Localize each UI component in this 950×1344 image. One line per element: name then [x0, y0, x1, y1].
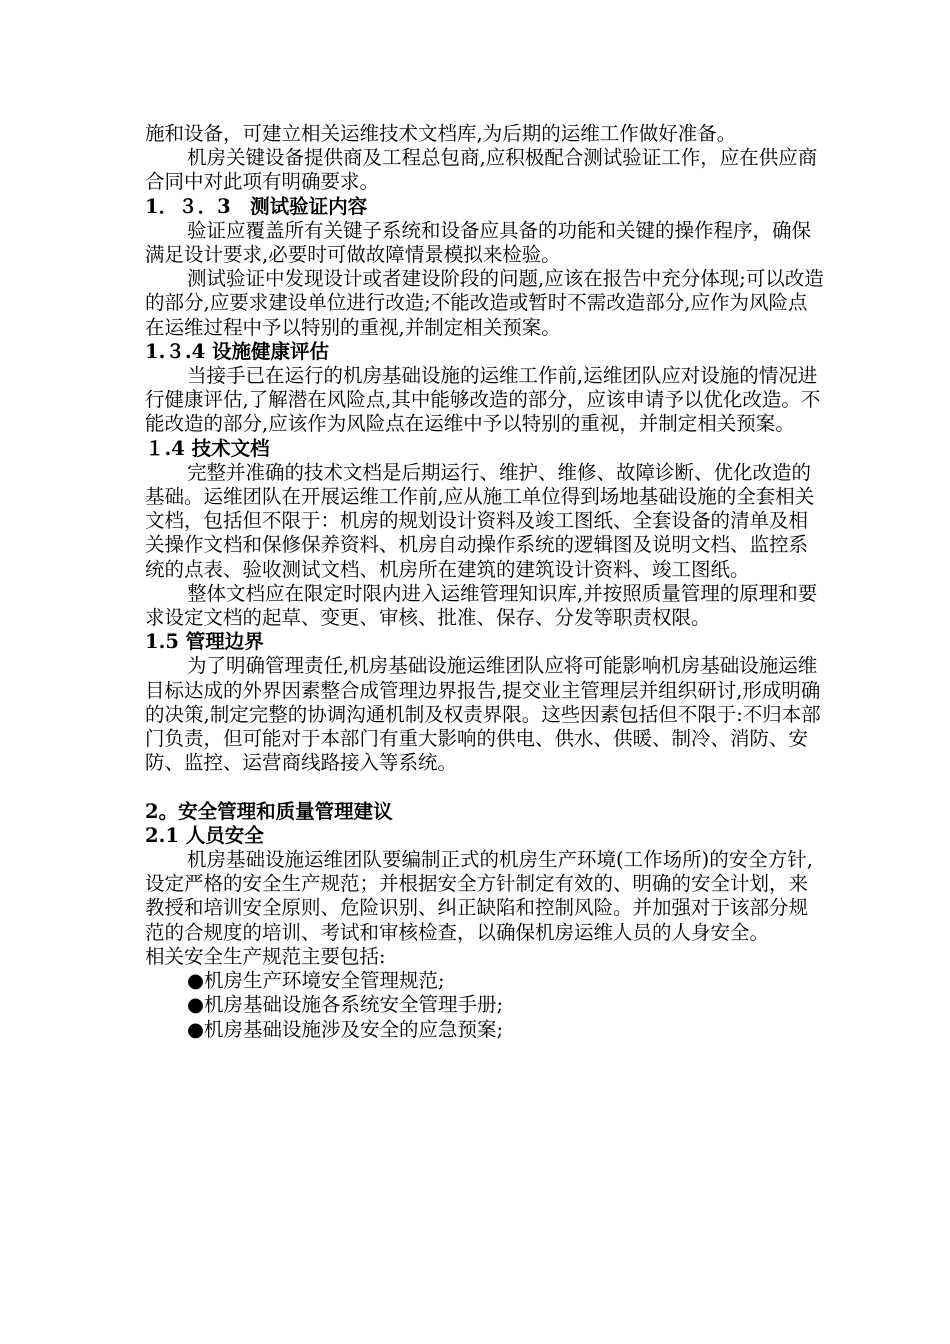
- paragraph: 机房关键设备提供商及工程总包商,应积极配合测试验证工作，应在供应商合同中对此项有明确要求。: [145, 146, 818, 194]
- text-line: 施和设备，可建立相关运维技术文档库,为后期的运维工作做好准备。: [145, 122, 737, 145]
- paragraph: 验证应覆盖所有关键子系统和设备应具备的功能和关键的操作程序，确保满足设计要求,必要时可做故障情景模拟来检验。: [145, 218, 812, 267]
- section-heading: 2.1 人员安全: [145, 823, 264, 847]
- spacer: [145, 775, 825, 799]
- section-heading: １.4 技术文档: [145, 436, 270, 460]
- bullet-item: ●机房生产环境安全管理规范;: [187, 969, 445, 993]
- paragraph: 机房基础设施运维团队要编制正式的机房生产环境(工作场所)的安全方针,设定严格的安全生产规范；并根据安全方针制定有效的、明确的安全计划，来教授和培训安全原则、危险识别、纠正缺陷和控制风险。并加强对于该部分规范的合规度的培训、考试和审核检查，以确保机房运维人员的人身安全。: [145, 848, 813, 944]
- paragraph: 整体文档应在限定时限内进入运维管理知识库,并按照质量管理的原理和要求设定文档的起草、变更、审核、批准、保存、分发等职责权限。: [145, 581, 818, 630]
- bullet-item: ●机房基础设施涉及安全的应急预案;: [187, 1017, 504, 1041]
- paragraph: 当接手已在运行的机房基础设施的运维工作前,运维团队应对设施的情况进行健康评估,了解潜在风险点,其中能够改造的部分，应该申请予以优化改造。不能改造的部分,应该作为风险点在运维中予以特别的重视，并制定相关预案。: [145, 364, 821, 436]
- bullet-item: ●机房基础设施各系统安全管理手册;: [187, 993, 504, 1017]
- paragraph: 为了明确管理责任,机房基础设施运维团队应将可能影响机房基础设施运维目标达成的外界因素整合成管理边界报告,提交业主管理层并组织研讨,形成明确的决策,制定完整的协调沟通机制及权责界限。这些因素包括但不限于:不归本部门负责，但可能对于本部门有重大影响的供电、供水、供暖、制冷、消防、安防、监控、运营商线路接入等系统。: [145, 654, 821, 775]
- paragraph: 相关安全生产规范主要包括:: [145, 944, 386, 968]
- document-page: [145, 122, 825, 1042]
- section-heading: 1．３．3 测试验证内容: [145, 194, 368, 218]
- chapter-heading: 2。安全管理和质量管理建议: [145, 799, 393, 823]
- section-heading: 1.5 管理边界: [145, 630, 264, 654]
- paragraph: 测试验证中发现设计或者建设阶段的问题,应该在报告中充分体现;可以改造的部分,应要求建设单位进行改造;不能改造或暂时不需改造部分,应作为风险点在运维过程中予以特别的重视,并制定相关预案。: [145, 267, 824, 339]
- section-heading: 1.３.4 设施健康评估: [145, 339, 330, 363]
- paragraph: 完整并准确的技术文档是后期运行、维护、维修、故障诊断、优化改造的基础。运维团队在开展运维工作前,应从施工单位得到场地基础设施的全套相关文档，包括但不限于：机房的规划设计资料及竣工图纸、全套设备的清单及相关操作文档和保修保养资料、机房自动操作系统的逻辑图及说明文档、监控系统的点表、验收测试文档、机房所在建筑的建筑设计资料、竣工图纸。: [145, 460, 815, 581]
